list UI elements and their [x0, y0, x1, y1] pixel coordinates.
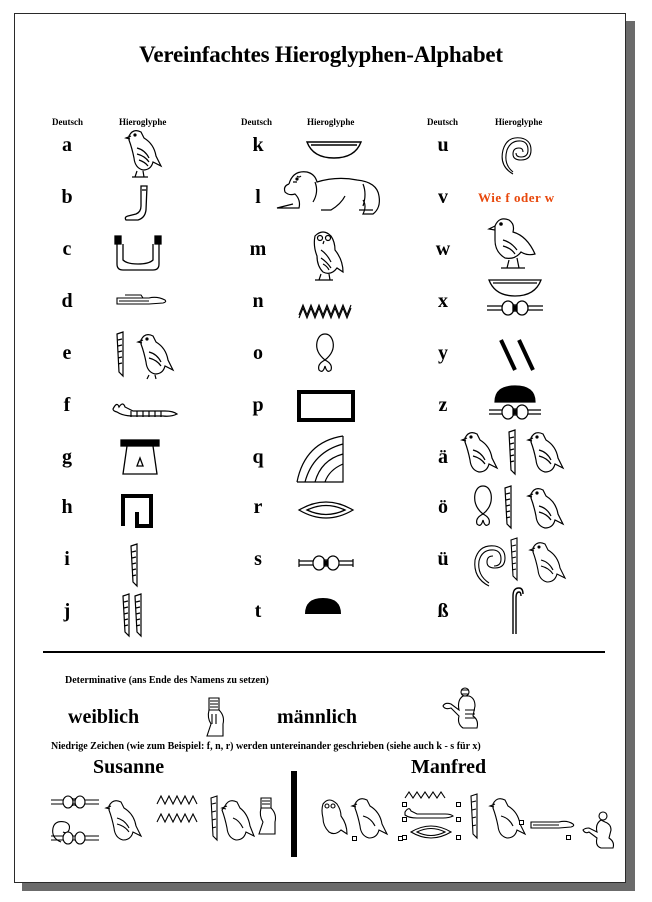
seated-man-icon [439, 686, 483, 730]
col2-header-deutsch: Deutsch [241, 117, 272, 127]
letter-p: p [252, 394, 264, 416]
selection-handle[interactable] [398, 836, 403, 841]
letter-ue: ü [437, 548, 449, 570]
letter-u: u [437, 134, 449, 156]
letter-c: c [62, 238, 72, 260]
letter-ae: ä [438, 446, 448, 468]
water-icon [297, 304, 355, 320]
letter-a: a [62, 134, 72, 156]
bread-loaf-icon [303, 596, 343, 616]
letter-k: k [252, 134, 264, 156]
col3-header-deutsch: Deutsch [427, 117, 458, 127]
letter-d: d [61, 290, 73, 312]
page-shadow-right [626, 21, 635, 891]
vulture-reed-vulture-icon [459, 428, 571, 478]
letter-o: o [253, 342, 263, 364]
mouth-icon [297, 498, 355, 522]
rope-loop-icon [313, 332, 337, 374]
example-name-susanne: Susanne [93, 756, 165, 778]
col1-header-deutsch: Deutsch [52, 117, 83, 127]
label-maennlich: männlich [277, 706, 358, 728]
letter-l: l [255, 186, 261, 208]
hand-icon [115, 292, 169, 310]
letter-b: b [61, 186, 73, 208]
reed-vulture-icon [111, 330, 177, 380]
stool-icon [297, 390, 355, 422]
letter-r: r [253, 496, 263, 518]
double-stroke-icon [497, 338, 541, 372]
courtyard-icon [119, 492, 155, 528]
staff-icon [509, 586, 525, 636]
letter-x: x [438, 290, 448, 312]
vulture-icon [123, 126, 163, 178]
reed-icon [127, 542, 143, 588]
letter-s: s [254, 548, 262, 570]
selection-handle[interactable] [352, 836, 357, 841]
letter-n: n [252, 290, 264, 312]
letter-y: y [438, 342, 448, 364]
letter-t: t [254, 600, 262, 622]
letter-v: v [438, 186, 448, 208]
letter-sz: ß [437, 600, 449, 622]
quail-chick-coil-icon [499, 134, 533, 176]
page-shadow-bottom [22, 883, 635, 891]
example-name-manfred: Manfred [411, 756, 487, 778]
manfred-hieroglyphs [313, 792, 615, 850]
page-title: Vereinfachtes Hieroglyphen-Alphabet [139, 42, 503, 67]
selection-handle[interactable] [456, 817, 461, 822]
letter-v-note: Wie f oder w [478, 190, 555, 205]
owl-icon [307, 228, 347, 282]
hill-slope-icon [295, 434, 345, 484]
selection-handle[interactable] [566, 835, 571, 840]
basket-icon [305, 140, 363, 160]
names-separator [291, 771, 297, 857]
selection-handle[interactable] [402, 817, 407, 822]
double-reed-icon [119, 592, 149, 638]
horned-viper-icon [111, 399, 179, 421]
label-weiblich: weiblich [68, 706, 140, 728]
letter-g: g [62, 446, 72, 468]
letter-m: m [249, 238, 267, 260]
letter-f: f [63, 394, 71, 416]
jar-stand-icon [119, 438, 161, 478]
selection-handle[interactable] [456, 802, 461, 807]
selection-handle[interactable] [456, 835, 461, 840]
leg-icon [123, 184, 155, 224]
determinatives-heading: Determinative (ans Ende des Namens zu setzen) [65, 675, 269, 686]
basket-handle-icon [113, 234, 163, 274]
selection-handle[interactable] [519, 820, 524, 825]
letter-j: j [63, 600, 71, 622]
basket-bolt-icon [483, 278, 547, 318]
bread-bolt-icon [485, 384, 545, 422]
letter-w: w [435, 238, 451, 260]
col2-header-hieroglyphe: Hieroglyphe [307, 117, 355, 127]
door-bolt-icon [297, 554, 355, 572]
col1-header-hieroglyphe: Hieroglyphe [119, 117, 167, 127]
susanne-hieroglyphs [49, 794, 275, 846]
selection-handle[interactable] [402, 802, 407, 807]
section-divider [43, 651, 605, 653]
rope-reed-vulture-icon [471, 484, 571, 532]
low-signs-note: Niedrige Zeichen (wie zum Beispiel: f, n, r) werden untereinander geschrieben (siehe auch k - s für x) [51, 741, 481, 752]
quail-chick-icon [485, 214, 541, 270]
letter-z: z [438, 394, 448, 416]
letter-e: e [62, 342, 72, 364]
letter-i: i [64, 548, 70, 570]
letter-q: q [252, 446, 264, 468]
letter-oe: ö [438, 496, 448, 518]
seated-woman-icon [201, 696, 227, 738]
coil-reed-vulture-icon [471, 536, 575, 588]
col3-header-hieroglyphe: Hieroglyphe [495, 117, 543, 127]
lion-icon [275, 166, 385, 216]
document-page [14, 13, 626, 883]
letter-h: h [61, 496, 73, 518]
